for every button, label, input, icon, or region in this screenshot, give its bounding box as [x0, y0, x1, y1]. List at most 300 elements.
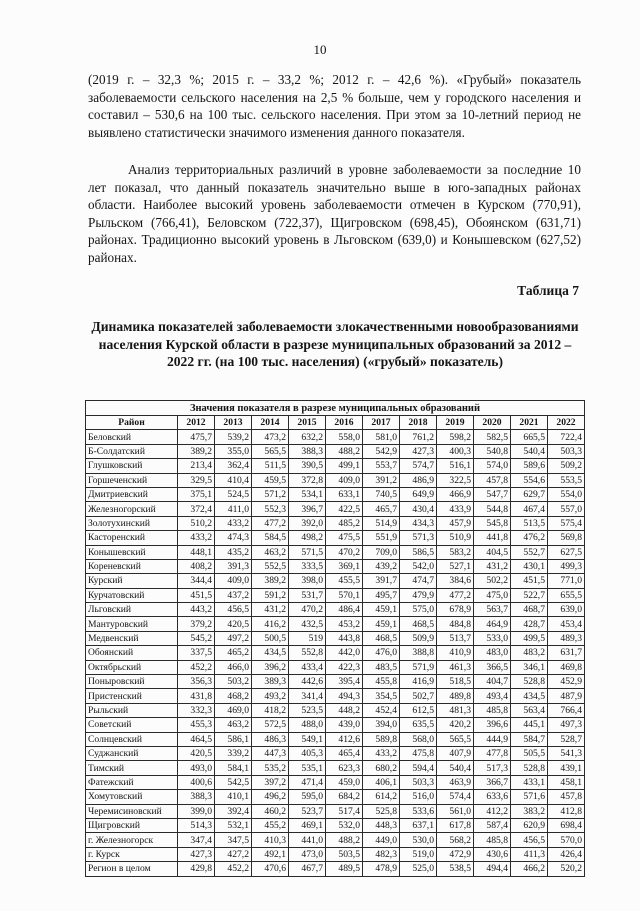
value-cell: 441,0	[289, 833, 326, 847]
value-cell: 519,0	[400, 847, 437, 861]
district-name-cell: Обоянский	[86, 646, 178, 660]
value-cell: 528,7	[548, 732, 585, 746]
value-cell: 464,9	[474, 617, 511, 631]
table-row	[86, 430, 585, 444]
value-cell: 433,9	[437, 502, 474, 516]
value-cell: 322,5	[437, 473, 474, 487]
value-cell: 431,8	[178, 689, 215, 703]
value-cell: 486,3	[252, 732, 289, 746]
table-row	[86, 502, 585, 516]
value-cell: 533,0	[474, 631, 511, 645]
value-cell: 464,5	[178, 732, 215, 746]
value-cell: 416,2	[252, 617, 289, 631]
value-cell: 574,0	[474, 459, 511, 473]
value-cell: 540,4	[437, 761, 474, 775]
value-cell: 568,2	[437, 833, 474, 847]
value-cell: 468,5	[363, 631, 400, 645]
value-cell: 433,2	[215, 516, 252, 530]
value-cell: 394,0	[363, 718, 400, 732]
district-name-cell: Беловский	[86, 430, 178, 444]
value-cell: 571,6	[511, 790, 548, 804]
value-cell: 569,8	[548, 531, 585, 545]
district-name-cell: г. Курск	[86, 847, 178, 861]
value-cell: 355,0	[215, 444, 252, 458]
value-cell: 523,7	[289, 804, 326, 818]
value-cell: 499,5	[511, 631, 548, 645]
value-cell: 541,3	[548, 746, 585, 760]
value-cell: 522,7	[511, 588, 548, 602]
value-cell: 372,4	[178, 502, 215, 516]
value-cell: 470,6	[252, 862, 289, 876]
value-cell: 572,5	[252, 718, 289, 732]
value-cell: 451,5	[178, 588, 215, 602]
table-row	[86, 516, 585, 530]
value-cell: 533,6	[400, 804, 437, 818]
value-cell: 565,5	[437, 732, 474, 746]
value-cell: 452,2	[215, 862, 252, 876]
table-row	[86, 718, 585, 732]
value-cell: 554,0	[548, 487, 585, 501]
value-cell: 570,1	[326, 588, 363, 602]
value-cell: 598,2	[437, 430, 474, 444]
value-cell: 525,0	[400, 862, 437, 876]
value-cell: 629,7	[511, 487, 548, 501]
value-cell: 553,5	[548, 473, 585, 487]
value-cell: 571,9	[400, 660, 437, 674]
value-cell: 379,2	[178, 617, 215, 631]
value-cell: 516,0	[400, 790, 437, 804]
value-cell: 530,0	[400, 833, 437, 847]
value-cell: 594,4	[400, 761, 437, 775]
value-cell: 632,2	[289, 430, 326, 444]
value-cell: 487,9	[548, 689, 585, 703]
value-cell: 513,7	[437, 631, 474, 645]
value-cell: 468,2	[215, 689, 252, 703]
value-cell: 581,0	[363, 430, 400, 444]
district-name-cell: Тимский	[86, 761, 178, 775]
value-cell: 589,6	[511, 459, 548, 473]
value-cell: 639,0	[548, 603, 585, 617]
value-cell: 587,4	[474, 818, 511, 832]
value-cell: 439,2	[363, 559, 400, 573]
value-cell: 540,8	[474, 444, 511, 458]
district-name-cell: Мантуровский	[86, 617, 178, 631]
value-cell: 539,2	[215, 430, 252, 444]
value-cell: 496,2	[252, 790, 289, 804]
value-cell: 432,5	[289, 617, 326, 631]
district-name-cell: Пристенский	[86, 689, 178, 703]
value-cell: 439,0	[326, 718, 363, 732]
table-row	[86, 703, 585, 717]
table-row	[86, 675, 585, 689]
value-cell: 554,6	[511, 473, 548, 487]
value-cell: 442,6	[289, 675, 326, 689]
column-header-year: 2014	[252, 416, 289, 430]
value-cell: 497,3	[548, 718, 585, 732]
value-cell: 333,5	[289, 559, 326, 573]
value-cell: 451,5	[511, 574, 548, 588]
value-cell: 466,2	[511, 862, 548, 876]
value-cell: 418,2	[252, 703, 289, 717]
value-cell: 519	[289, 631, 326, 645]
value-cell: 570,0	[548, 833, 585, 847]
value-cell: 631,7	[548, 646, 585, 660]
value-cell: 470,2	[326, 545, 363, 559]
district-name-cell: Золотухинский	[86, 516, 178, 530]
value-cell: 486,4	[326, 603, 363, 617]
incidence-table	[85, 400, 585, 877]
value-cell: 478,9	[363, 862, 400, 876]
value-cell: 389,2	[252, 574, 289, 588]
value-cell: 557,0	[548, 502, 585, 516]
value-cell: 332,3	[178, 703, 215, 717]
value-cell: 459,0	[326, 775, 363, 789]
value-cell: 420,5	[215, 617, 252, 631]
value-cell: 404,5	[474, 545, 511, 559]
value-cell: 709,0	[363, 545, 400, 559]
value-cell: 429,8	[178, 862, 215, 876]
value-cell: 571,3	[400, 531, 437, 545]
district-name-cell: Курский	[86, 574, 178, 588]
table-row	[86, 473, 585, 487]
value-cell: 485,8	[474, 833, 511, 847]
value-cell: 396,6	[474, 718, 511, 732]
value-cell: 448,3	[363, 818, 400, 832]
value-cell: 535,1	[289, 761, 326, 775]
value-cell: 489,5	[326, 862, 363, 876]
value-cell: 481,3	[437, 703, 474, 717]
value-cell: 388,3	[289, 444, 326, 458]
value-cell: 509,2	[548, 459, 585, 473]
value-cell: 551,9	[363, 531, 400, 545]
value-cell: 391,3	[215, 559, 252, 573]
value-cell: 391,7	[363, 574, 400, 588]
district-name-cell: Глушковский	[86, 459, 178, 473]
value-cell: 344,4	[178, 574, 215, 588]
value-cell: 698,4	[548, 818, 585, 832]
value-cell: 457,9	[437, 516, 474, 530]
value-cell: 409,0	[326, 473, 363, 487]
column-header-year: 2022	[548, 416, 585, 430]
table-row	[86, 487, 585, 501]
value-cell: 612,5	[400, 703, 437, 717]
value-cell: 443,2	[178, 603, 215, 617]
value-cell: 502,7	[400, 689, 437, 703]
value-cell: 420,2	[437, 718, 474, 732]
value-cell: 476,2	[511, 531, 548, 545]
value-cell: 405,3	[289, 746, 326, 760]
value-cell: 482,3	[363, 847, 400, 861]
value-cell: 347,5	[215, 833, 252, 847]
value-cell: 584,7	[511, 732, 548, 746]
value-cell: 430,4	[400, 502, 437, 516]
value-cell: 475,8	[400, 746, 437, 760]
value-cell: 499,3	[548, 559, 585, 573]
value-cell: 407,9	[437, 746, 474, 760]
value-cell: 455,5	[326, 574, 363, 588]
value-cell: 457,8	[548, 790, 585, 804]
column-header-year: 2016	[326, 416, 363, 430]
value-cell: 366,5	[474, 660, 511, 674]
value-cell: 503,3	[548, 444, 585, 458]
value-cell: 532,0	[326, 818, 363, 832]
value-cell: 649,9	[400, 487, 437, 501]
table-row	[86, 660, 585, 674]
value-cell: 678,9	[437, 603, 474, 617]
value-cell: 420,5	[178, 746, 215, 760]
value-cell: 498,2	[289, 531, 326, 545]
value-cell: 453,2	[326, 617, 363, 631]
district-name-cell: Б-Солдатский	[86, 444, 178, 458]
value-cell: 545,8	[474, 516, 511, 530]
value-cell: 431,2	[252, 603, 289, 617]
value-cell: 493,2	[252, 689, 289, 703]
value-cell: 492,1	[252, 847, 289, 861]
table-row	[86, 847, 585, 861]
value-cell: 389,3	[252, 675, 289, 689]
value-cell: 591,2	[252, 588, 289, 602]
value-cell: 488,2	[326, 833, 363, 847]
value-cell: 571,2	[252, 487, 289, 501]
value-cell: 476,0	[363, 646, 400, 660]
value-cell: 771,0	[548, 574, 585, 588]
district-name-cell: Хомутовский	[86, 790, 178, 804]
value-cell: 517,4	[326, 804, 363, 818]
value-cell: 509,9	[400, 631, 437, 645]
value-cell: 347,4	[178, 833, 215, 847]
value-cell: 455,8	[363, 675, 400, 689]
table-row	[86, 804, 585, 818]
column-header-year: 2018	[400, 416, 437, 430]
value-cell: 452,4	[363, 703, 400, 717]
value-cell: 503,5	[326, 847, 363, 861]
value-cell: 397,2	[252, 775, 289, 789]
value-cell: 623,3	[326, 761, 363, 775]
value-cell: 563,4	[511, 703, 548, 717]
value-cell: 434,5	[252, 646, 289, 660]
table-body	[86, 430, 585, 876]
value-cell: 460,2	[252, 804, 289, 818]
table-row	[86, 790, 585, 804]
value-cell: 465,7	[363, 502, 400, 516]
value-cell: 473,2	[252, 430, 289, 444]
district-name-cell: Октябрьский	[86, 660, 178, 674]
table-row	[86, 574, 585, 588]
value-cell: 538,5	[437, 862, 474, 876]
value-cell: 396,2	[252, 660, 289, 674]
value-cell: 452,9	[548, 675, 585, 689]
value-cell: 584,1	[215, 761, 252, 775]
value-cell: 655,5	[548, 588, 585, 602]
value-cell: 452,2	[178, 660, 215, 674]
value-cell: 545,2	[178, 631, 215, 645]
value-cell: 410,4	[215, 473, 252, 487]
value-cell: 472,9	[437, 847, 474, 861]
value-cell: 635,5	[400, 718, 437, 732]
value-cell: 459,5	[252, 473, 289, 487]
value-cell: 511,5	[252, 459, 289, 473]
value-cell: 488,0	[289, 718, 326, 732]
value-cell: 369,1	[326, 559, 363, 573]
table-row	[86, 459, 585, 473]
value-cell: 680,2	[363, 761, 400, 775]
value-cell: 410,9	[437, 646, 474, 660]
value-cell: 494,3	[326, 689, 363, 703]
value-cell: 447,3	[252, 746, 289, 760]
value-cell: 449,0	[363, 833, 400, 847]
table-row	[86, 862, 585, 876]
value-cell: 433,1	[511, 775, 548, 789]
value-cell: 441,8	[474, 531, 511, 545]
value-cell: 433,2	[363, 746, 400, 760]
district-name-cell: Дмитриевский	[86, 487, 178, 501]
value-cell: 535,2	[252, 761, 289, 775]
value-cell: 465,2	[215, 646, 252, 660]
value-cell: 463,9	[437, 775, 474, 789]
table-row	[86, 732, 585, 746]
value-cell: 434,3	[400, 516, 437, 530]
value-cell: 422,3	[326, 660, 363, 674]
table-row	[86, 689, 585, 703]
column-header-district: Район	[86, 416, 178, 430]
value-cell: 213,4	[178, 459, 215, 473]
value-cell: 389,2	[178, 444, 215, 458]
value-cell: 493,0	[178, 761, 215, 775]
value-cell: 339,2	[215, 746, 252, 760]
value-cell: 589,8	[363, 732, 400, 746]
value-cell: 375,1	[178, 487, 215, 501]
value-cell: 427,2	[215, 847, 252, 861]
district-name-cell: Фатежский	[86, 775, 178, 789]
district-name-cell: Железногорский	[86, 502, 178, 516]
table-row	[86, 746, 585, 760]
value-cell: 617,8	[437, 818, 474, 832]
value-cell: 531,7	[289, 588, 326, 602]
value-cell: 477,2	[252, 516, 289, 530]
column-header-year: 2019	[437, 416, 474, 430]
value-cell: 524,5	[215, 487, 252, 501]
value-cell: 544,8	[474, 502, 511, 516]
value-cell: 400,3	[437, 444, 474, 458]
value-cell: 547,7	[474, 487, 511, 501]
value-cell: 469,0	[215, 703, 252, 717]
value-cell: 412,8	[548, 804, 585, 818]
value-cell: 517,3	[474, 761, 511, 775]
value-cell: 614,2	[363, 790, 400, 804]
table-row	[86, 444, 585, 458]
value-cell: 627,5	[548, 545, 585, 559]
value-cell: 493,4	[474, 689, 511, 703]
value-cell: 392,0	[289, 516, 326, 530]
value-cell: 337,5	[178, 646, 215, 660]
value-cell: 495,7	[363, 588, 400, 602]
value-cell: 486,9	[400, 473, 437, 487]
value-cell: 410,1	[215, 790, 252, 804]
value-cell: 582,5	[474, 430, 511, 444]
value-cell: 427,3	[400, 444, 437, 458]
value-cell: 461,3	[437, 660, 474, 674]
value-cell: 523,5	[289, 703, 326, 717]
value-cell: 483,0	[474, 646, 511, 660]
district-name-cell: г. Железногорск	[86, 833, 178, 847]
value-cell: 574,7	[400, 459, 437, 473]
value-cell: 766,4	[548, 703, 585, 717]
table-row	[86, 775, 585, 789]
value-cell: 552,5	[252, 559, 289, 573]
value-cell: 633,6	[474, 790, 511, 804]
value-cell: 354,5	[363, 689, 400, 703]
value-cell: 483,2	[511, 646, 548, 660]
table-row	[86, 559, 585, 573]
value-cell: 443,8	[326, 631, 363, 645]
value-cell: 514,3	[178, 818, 215, 832]
value-cell: 542,0	[400, 559, 437, 573]
column-header-year: 2021	[511, 416, 548, 430]
value-cell: 503,2	[215, 675, 252, 689]
value-cell: 467,4	[511, 502, 548, 516]
value-cell: 468,5	[400, 617, 437, 631]
value-cell: 457,8	[474, 473, 511, 487]
value-cell: 404,7	[474, 675, 511, 689]
value-cell: 532,1	[215, 818, 252, 832]
column-header-year: 2020	[474, 416, 511, 430]
value-cell: 583,2	[437, 545, 474, 559]
value-cell: 516,1	[437, 459, 474, 473]
table-label: Таблица 7	[517, 283, 579, 298]
value-cell: 575,4	[548, 516, 585, 530]
value-cell: 444,9	[474, 732, 511, 746]
value-cell: 448,1	[178, 545, 215, 559]
value-cell: 499,1	[326, 459, 363, 473]
value-cell: 399,0	[178, 804, 215, 818]
value-cell: 510,9	[437, 531, 474, 545]
value-cell: 722,4	[548, 430, 585, 444]
value-cell: 435,2	[215, 545, 252, 559]
district-name-cell: Суджанский	[86, 746, 178, 760]
value-cell: 366,7	[474, 775, 511, 789]
district-name-cell: Регион в целом	[86, 862, 178, 876]
value-cell: 620,9	[511, 818, 548, 832]
value-cell: 500,5	[252, 631, 289, 645]
value-cell: 459,1	[363, 603, 400, 617]
value-cell: 553,7	[363, 459, 400, 473]
value-cell: 494,4	[474, 862, 511, 876]
value-cell: 395,4	[326, 675, 363, 689]
value-cell: 434,5	[511, 689, 548, 703]
value-cell: 391,2	[363, 473, 400, 487]
value-cell: 455,3	[178, 718, 215, 732]
value-cell: 483,5	[363, 660, 400, 674]
district-name-cell: Щигровский	[86, 818, 178, 832]
value-cell: 456,5	[215, 603, 252, 617]
value-cell: 410,3	[252, 833, 289, 847]
value-cell: 497,2	[215, 631, 252, 645]
value-cell: 525,8	[363, 804, 400, 818]
value-cell: 458,1	[548, 775, 585, 789]
value-cell: 442,0	[326, 646, 363, 660]
column-header-year: 2015	[289, 416, 326, 430]
value-cell: 388,3	[178, 790, 215, 804]
value-cell: 503,3	[400, 775, 437, 789]
value-cell: 514,9	[363, 516, 400, 530]
value-cell: 474,3	[215, 531, 252, 545]
value-cell: 528,8	[511, 675, 548, 689]
value-cell: 411,3	[511, 847, 548, 861]
value-cell: 740,5	[363, 487, 400, 501]
district-name-cell: Солнцевский	[86, 732, 178, 746]
value-cell: 427,3	[178, 847, 215, 861]
value-cell: 372,8	[289, 473, 326, 487]
